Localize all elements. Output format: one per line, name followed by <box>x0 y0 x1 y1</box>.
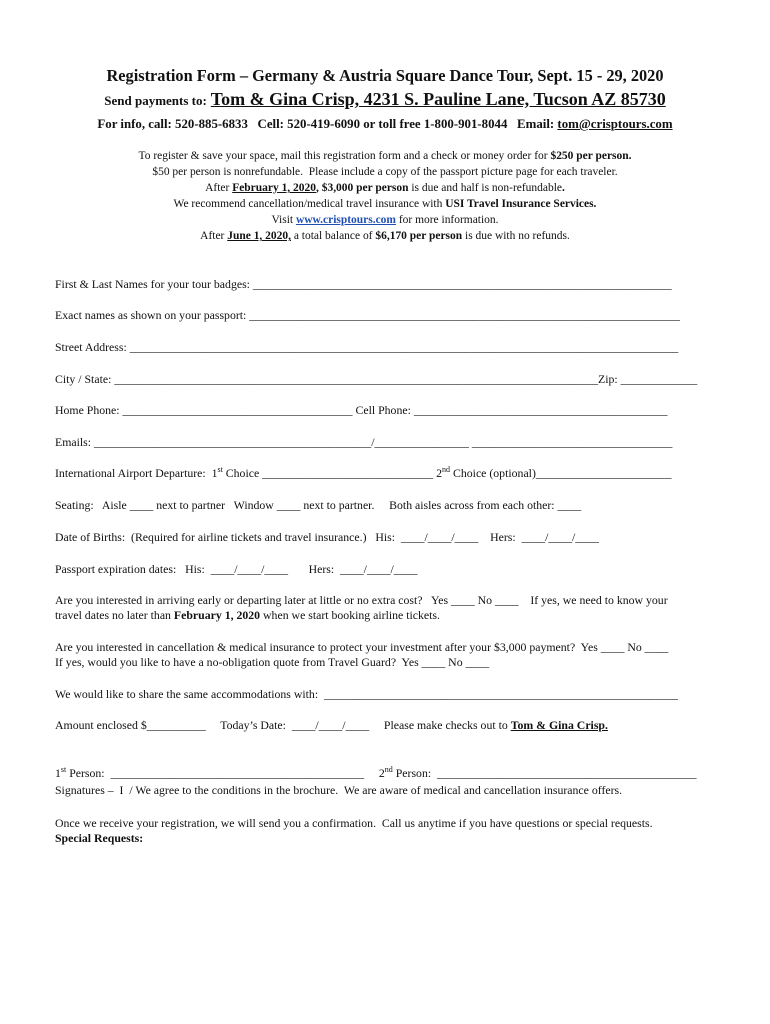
early-arrival-note <box>55 608 440 623</box>
person-2-signature[interactable]: Person: ____________________________________________ <box>392 766 697 780</box>
person-1-label: 1 <box>55 766 61 780</box>
intro-text: Visit <box>271 214 296 226</box>
airport-choice-1[interactable]: Choice _____________________________ 2 <box>222 466 443 480</box>
intro-text: After <box>200 230 228 242</box>
date-of-birth-fields[interactable]: Date of Births: (Required for airline tickets and travel insurance.) His: ____/____/____ Hers: ____/____/____ <box>55 530 599 544</box>
intro-text: is due and half is non-refundable <box>408 182 562 194</box>
intro-text: . <box>562 182 565 194</box>
signatures-agreement: Signatures – I / We agree to the conditions in the brochure. We are aware of medical and cancellation insurance offers. <box>55 783 623 797</box>
check-payee: Tom & Gina Crisp. <box>510 718 608 732</box>
payment-address: Tom & Gina Crisp, 4231 S. Pauline Lane, Tucson AZ 85730 <box>210 89 666 109</box>
intro-line-3 <box>0 180 770 196</box>
deposit-amount: $250 per person. <box>550 150 632 162</box>
ordinal-suffix: nd <box>384 765 393 775</box>
travel-guard-quote-question[interactable]: If yes, would you like to have a no-obligation quote from Travel Guard? Yes ____ No ____ <box>55 655 490 669</box>
special-requests-label: Special Requests: <box>55 831 144 845</box>
intro-text: To register & save your space, mail this registration form and a check or money order for <box>138 150 551 162</box>
early-note-text: when we start booking airline tickets. <box>260 608 440 622</box>
form-title: Registration Form – Germany & Austria Square Dance Tour, Sept. 15 - 29, 2020 <box>106 66 664 85</box>
send-payments-label: Send payments to: <box>104 93 207 108</box>
person-1-signature[interactable]: Person: ___________________________________________ 2 <box>66 766 385 780</box>
airport-choice-fields[interactable] <box>55 466 672 481</box>
street-address-field[interactable]: Street Address: _____________________________________________________________________________________________ <box>55 340 679 354</box>
ordinal-suffix: st <box>217 465 223 475</box>
badge-names-field[interactable]: First & Last Names for your tour badges: _______________________________________________________________________ <box>55 277 672 291</box>
city-state-zip-field[interactable]: City / State: __________________________________________________________________________________Zip: _____________ <box>55 372 698 386</box>
insurance-provider: USI Travel Insurance Services. <box>445 198 597 210</box>
intro-line-6 <box>0 228 770 244</box>
early-note-text: travel dates no later than <box>55 608 174 622</box>
airport-choice-2[interactable]: Choice (optional)_______________________ <box>450 466 672 480</box>
website-link[interactable]: www.crisptours.com <box>295 214 396 226</box>
ordinal-suffix: st <box>60 765 67 775</box>
signature-person-fields[interactable] <box>55 766 697 781</box>
contact-info-line <box>0 117 770 132</box>
insurance-question[interactable]: Are you interested in cancellation & medical insurance to protect your investment after your $3,000 payment? Yes ____ No ____ <box>55 640 669 654</box>
amount-date-fields[interactable] <box>55 718 608 733</box>
intro-line-5 <box>0 212 770 228</box>
balance-amount: $6,170 per person <box>375 230 463 242</box>
intro-line-4 <box>0 196 770 212</box>
airport-label: International Airport Departure: 1 <box>55 466 218 480</box>
intro-text: is due with no refunds. <box>462 230 570 242</box>
intro-line-1 <box>0 148 770 164</box>
due-date-feb: February 1, 2020 <box>232 182 316 194</box>
contact-email[interactable]: tom@crisptours.com <box>557 117 673 131</box>
passport-names-field[interactable]: Exact names as shown on your passport: _________________________________________________________________________ <box>55 308 680 322</box>
contact-phones: For info, call: 520-885-6833 Cell: 520-419-6090 or toll free 1-800-901-8044 Email: <box>97 117 558 131</box>
intro-text: a total balance of <box>290 230 376 242</box>
intro-text: After <box>205 182 233 194</box>
phone-fields[interactable]: Home Phone: _______________________________________ Cell Phone: ___________________________________________ <box>55 403 668 417</box>
email-fields[interactable]: Emails: _______________________________________________/________________ __________________________________ <box>55 435 673 449</box>
intro-text: We recommend cancellation/medical travel insurance with <box>173 198 446 210</box>
passport-expiration-fields[interactable]: Passport expiration dates: His: ____/____/____ Hers: ____/____/____ <box>55 562 418 576</box>
amount-date-text[interactable]: Amount enclosed $__________ Today’s Date: ____/____/____ Please make checks out to <box>55 718 511 732</box>
early-arrival-question[interactable]: Are you interested in arriving early or departing later at little or no extra cost? Yes ____ No ____ If yes, we need to know your <box>55 593 668 607</box>
payment-address-line <box>0 89 770 110</box>
shared-accommodations-field[interactable]: We would like to share the same accommodations with: ____________________________________________________________ <box>55 687 678 701</box>
due-date-june: June 1, 2020, <box>227 230 291 242</box>
payment-amount: , $3,000 per person <box>315 182 409 194</box>
intro-line-2: $50 per person is nonrefundable. Please include a copy of the passport picture page for each traveler. <box>152 166 618 178</box>
seating-preference-fields[interactable]: Seating: Aisle ____ next to partner Window ____ next to partner. Both aisles across from each other: ____ <box>55 498 582 512</box>
ordinal-suffix: nd <box>442 465 451 475</box>
booking-deadline: February 1, 2020 <box>173 608 261 622</box>
confirmation-note: Once we receive your registration, we will send you a confirmation. Call us anytime if you have questions or special requests. <box>55 816 653 830</box>
intro-text: for more information. <box>395 214 499 226</box>
